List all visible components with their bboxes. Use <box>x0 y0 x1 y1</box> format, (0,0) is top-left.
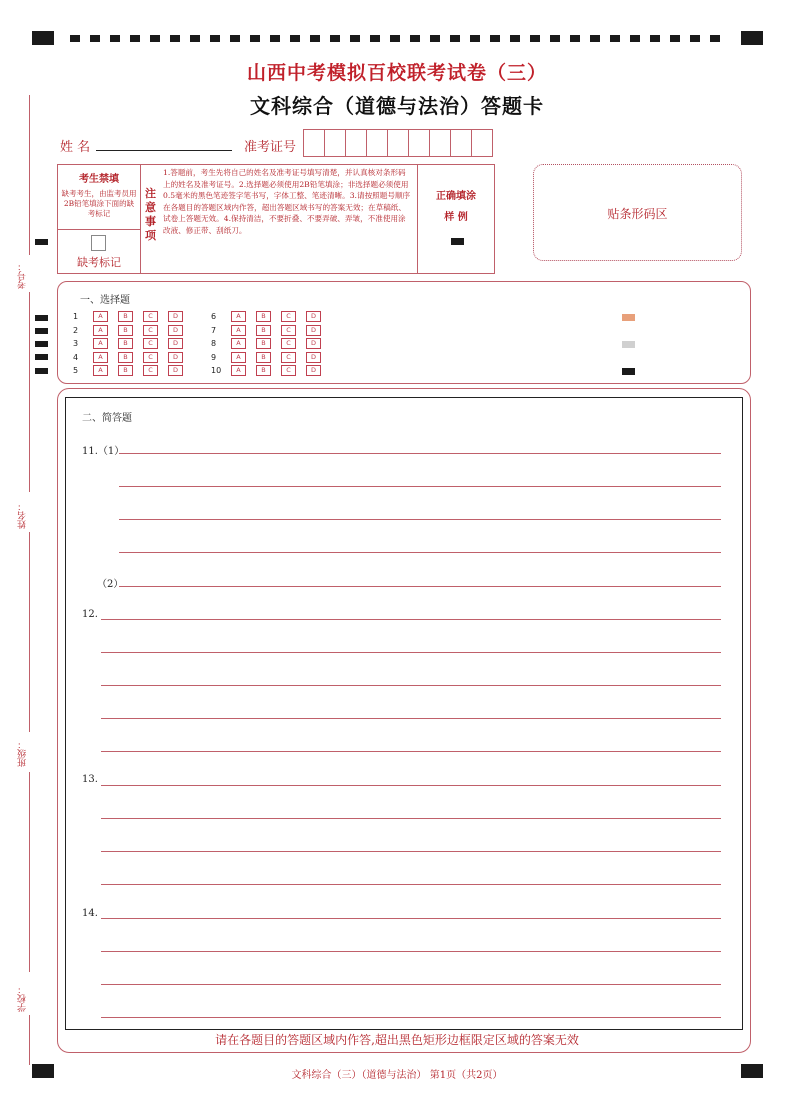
answer-line[interactable] <box>101 984 721 985</box>
notes-label: 注意事项 <box>145 187 156 242</box>
option-bubble-b[interactable]: B <box>256 311 271 322</box>
option-bubble-b[interactable]: B <box>118 352 133 363</box>
boundary-warning: 请在各题目的答题区域内作答,超出黑色矩形边框限定区域的答案无效 <box>215 1033 579 1047</box>
choice-question-row <box>211 311 331 323</box>
timing-mark <box>35 239 48 245</box>
sidebar-school: 学校： <box>18 985 28 1012</box>
choice-question-row <box>73 352 193 364</box>
question-number: 8 <box>211 339 217 348</box>
sample-label: 样 例 <box>444 212 468 223</box>
option-bubble-d[interactable]: D <box>306 352 321 363</box>
answer-line[interactable] <box>101 652 721 653</box>
option-bubble-c[interactable]: C <box>143 365 158 376</box>
answer-line[interactable] <box>119 453 721 454</box>
q14-label: 14. <box>82 908 98 919</box>
sidebar-rule <box>29 532 30 732</box>
exam-id-boxes[interactable] <box>304 129 493 155</box>
q13-label: 13. <box>82 774 98 785</box>
absent-mark-box[interactable] <box>91 235 106 251</box>
answer-line[interactable] <box>101 951 721 952</box>
sidebar-name: 姓名： <box>18 502 28 529</box>
option-bubble-c[interactable]: C <box>143 338 158 349</box>
page-info: 文科综合（三）（道德与法治） 第1页（共2页） <box>291 1070 503 1081</box>
option-bubble-b[interactable]: B <box>256 352 271 363</box>
option-bubble-a[interactable]: A <box>231 338 246 349</box>
question-number: 10 <box>211 366 222 375</box>
question-number: 3 <box>73 339 79 348</box>
exam-id-digit-box[interactable] <box>450 129 472 157</box>
answer-line[interactable] <box>101 751 721 752</box>
swatch-orange <box>622 314 635 321</box>
option-bubble-c[interactable]: C <box>281 365 296 376</box>
option-bubble-c[interactable]: C <box>143 325 158 336</box>
exam-id-digit-box[interactable] <box>387 129 409 157</box>
option-bubble-d[interactable]: D <box>306 311 321 322</box>
q11-label: 11.（1） <box>82 446 125 457</box>
option-bubble-b[interactable]: B <box>118 365 133 376</box>
answer-line[interactable] <box>101 785 721 786</box>
question-number: 7 <box>211 325 217 335</box>
swatch-black <box>622 368 635 375</box>
option-bubble-d[interactable]: D <box>168 311 183 322</box>
absent-panel <box>58 165 141 273</box>
absent-title: 考生禁填 <box>79 174 119 185</box>
sidebar-rule <box>29 95 30 255</box>
exam-id-label: 准考证号 <box>244 140 297 155</box>
option-bubble-c[interactable]: C <box>281 311 296 322</box>
choice-question-row <box>211 325 331 337</box>
exam-title: 山西中考模拟百校联考试卷（三） <box>246 62 547 84</box>
option-bubble-d[interactable]: D <box>306 325 321 336</box>
choice-question-row <box>211 338 331 350</box>
option-bubble-d[interactable]: D <box>306 338 321 349</box>
option-bubble-d[interactable]: D <box>168 338 183 349</box>
absent-mark-label: 缺考标记 <box>77 256 121 269</box>
choice-question-row <box>211 352 331 364</box>
option-bubble-c[interactable]: C <box>143 311 158 322</box>
timing-mark <box>35 368 48 374</box>
option-bubble-c[interactable]: C <box>281 338 296 349</box>
answer-line[interactable] <box>101 884 721 885</box>
option-bubble-a[interactable]: A <box>231 365 246 376</box>
sample-panel <box>418 165 494 273</box>
option-bubble-b[interactable]: B <box>118 338 133 349</box>
answer-line[interactable] <box>119 586 721 587</box>
name-field[interactable] <box>96 150 232 151</box>
choice-question-row <box>73 325 193 337</box>
notes-text: 1.答题前，考生先将自己的姓名及准考证号填写清楚，并认真核对条形码上的姓名及准考证号。2.选择题必须使用2B铅笔填涂；非选择题必须使用0.5毫米的黑色笔迹签字笔书写，字体工整、笔迹清晰。3.请按照题号顺序在各题目的答题区域内作答，超出答题区域书写的答案无效；在草稿纸、试卷上答题无效。4.保持清洁，不要折叠、不要弄破、弄皱，不准使用涂改液、修正带、刮纸刀。 <box>163 168 411 235</box>
answer-line[interactable] <box>101 1017 721 1018</box>
registration-mark <box>32 31 54 45</box>
choice-question-row <box>211 365 331 377</box>
notice-panel <box>57 164 495 274</box>
option-bubble-d[interactable]: D <box>168 365 183 376</box>
timing-mark <box>35 354 48 360</box>
option-bubble-a[interactable]: A <box>93 352 108 363</box>
answer-line[interactable] <box>101 918 721 919</box>
card-subtitle: 文科综合（道德与法治）答题卡 <box>250 94 544 118</box>
timing-track <box>70 35 730 42</box>
option-bubble-a[interactable]: A <box>231 352 246 363</box>
answer-line[interactable] <box>119 519 721 520</box>
exam-id-digit-box[interactable] <box>366 129 388 157</box>
answer-line[interactable] <box>119 486 721 487</box>
question-number: 6 <box>211 312 217 321</box>
timing-mark <box>35 328 48 334</box>
question-number: 2 <box>73 325 79 335</box>
option-bubble-b[interactable]: B <box>256 338 271 349</box>
name-label: 姓 名 <box>60 140 91 155</box>
option-bubble-b[interactable]: B <box>256 325 271 336</box>
sample-fill-mark <box>451 238 464 245</box>
choice-question-row <box>73 311 193 323</box>
exam-id-digit-box[interactable] <box>303 129 325 157</box>
option-bubble-a[interactable]: A <box>93 338 108 349</box>
option-bubble-d[interactable]: D <box>168 352 183 363</box>
question-number: 9 <box>211 352 217 362</box>
timing-mark <box>35 315 48 321</box>
sidebar-rule <box>29 292 30 492</box>
answer-frame <box>65 397 743 1030</box>
question-number: 4 <box>73 352 79 362</box>
timing-mark <box>35 341 48 347</box>
option-bubble-a[interactable]: A <box>93 311 108 322</box>
option-bubble-d[interactable]: D <box>306 365 321 376</box>
exam-id-digit-box[interactable] <box>408 129 430 157</box>
sidebar-rule <box>29 772 30 972</box>
answer-line[interactable] <box>101 818 721 819</box>
answer-line[interactable] <box>101 619 721 620</box>
exam-id-digit-box[interactable] <box>429 129 451 157</box>
option-bubble-c[interactable]: C <box>281 352 296 363</box>
choice-section-title: 一、选择题 <box>80 295 130 306</box>
option-bubble-c[interactable]: C <box>143 352 158 363</box>
option-bubble-a[interactable]: A <box>231 325 246 336</box>
registration-mark <box>741 31 763 45</box>
answer-line[interactable] <box>101 851 721 852</box>
option-bubble-a[interactable]: A <box>93 365 108 376</box>
absent-text: 缺考考生，由监考员用2B铅笔填涂下面的缺考标记 <box>61 189 137 218</box>
option-bubble-b[interactable]: B <box>118 311 133 322</box>
question-number: 1 <box>73 312 79 321</box>
exam-id-digit-box[interactable] <box>471 129 493 157</box>
swatch-gray <box>622 341 635 348</box>
option-bubble-c[interactable]: C <box>281 325 296 336</box>
choice-question-row <box>73 338 193 350</box>
barcode-label: 贴条形码区 <box>607 207 668 221</box>
answer-line[interactable] <box>119 552 721 553</box>
choice-question-row <box>73 365 193 377</box>
option-bubble-a[interactable]: A <box>93 325 108 336</box>
q11b-label: （2） <box>97 579 124 590</box>
sidebar-exam-no: 考号： <box>18 262 28 289</box>
q12-label: 12. <box>82 609 98 620</box>
answer-line[interactable] <box>101 718 721 719</box>
exam-id-digit-box[interactable] <box>345 129 367 157</box>
option-bubble-d[interactable]: D <box>168 325 183 336</box>
short-answer-title: 二、简答题 <box>82 413 132 424</box>
question-number: 5 <box>73 366 79 375</box>
answer-line[interactable] <box>101 685 721 686</box>
barcode-area <box>533 164 742 261</box>
option-bubble-b[interactable]: B <box>256 365 271 376</box>
option-bubble-b[interactable]: B <box>118 325 133 336</box>
option-bubble-a[interactable]: A <box>231 311 246 322</box>
sample-title: 正确填涂 <box>436 191 476 202</box>
notes-panel <box>141 165 418 273</box>
sidebar-class: 班级： <box>18 740 28 767</box>
exam-id-digit-box[interactable] <box>324 129 346 157</box>
